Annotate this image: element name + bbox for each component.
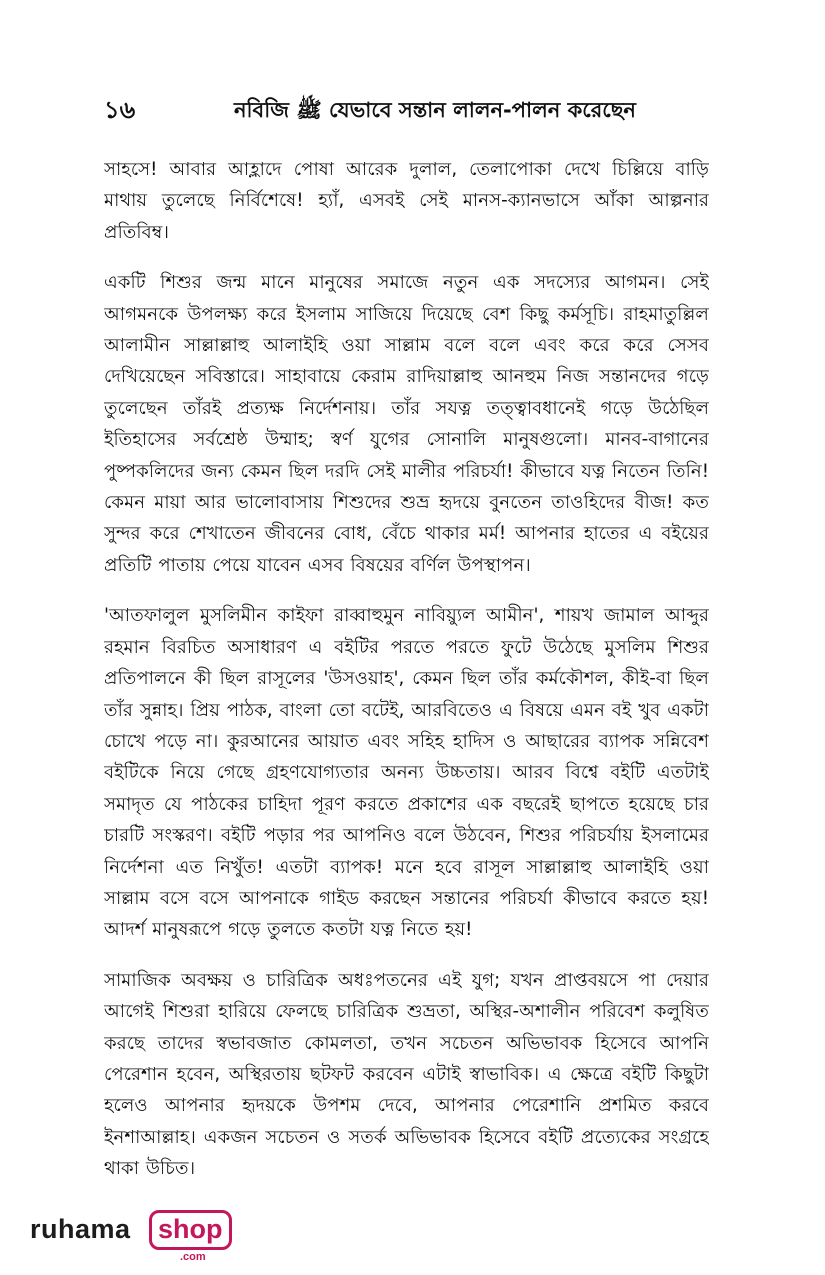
logo-text-ruhama: ruhama — [30, 1214, 131, 1244]
page-number: ১৬ — [104, 96, 136, 124]
paragraph: 'আতফালুল মুসলিমীন কাইফা রাব্বাহুমুন নাবিয়্যুল আমীন', শায়খ জামাল আব্দুর রহমান বিরচিত অসাধারণ এ বইটির পরতে পরতে ফুটে উঠেছে মুসলিম শিশুর প্রতিপালনে কী ছিল রাসূলের 'উসওয়াহ', কেমন ছিল তাঁর কর্মকৌশল, কীই-বা ছিল তাঁর সুন্নাহ। প্রিয় পাঠক, বাংলা তো বটেই, আরবিতেও এ বিষয়ে এমন বই খুব একটা চোখে পড়ে না। কুরআনের আয়াত এবং সহিহ হাদিস ও আছারের ব্যাপক সন্নিবেশ বইটিকে নিয়ে গেছে গ্রহণযোগ্যতার অনন্য উচ্চতায়। আরব বিশ্বে বইটি এতটাই সমাদৃত যে পাঠকের চাহিদা পূরণ করতে প্রকাশের এক বছরেই ছাপতে হয়েছে চার চারটি সংস্করণ। বইটি পড়ার পর আপনিও বলে উঠবেন, শিশুর পরিচর্যায় ইসলামের নির্দেশনা এত নিখুঁত! এতটা ব্যাপক! মনে হবে রাসূল সাল্লাল্লাহু আলাইহি ওয়া সাল্লাম বসে বসে আপনাকে গাইড করছেন সন্তানের পরিচর্যা কীভাবে করতে হয়! আদর্শ মানুষরূপে গড়ে তুলতে কতটা যত্ন নিতে হয়! — [104, 605, 709, 941]
paragraph: একটি শিশুর জন্ম মানে মানুষের সমাজে নতুন এক সদস্যের আগমন। সেই আগমনকে উপলক্ষ্য করে ইসলাম সাজিয়ে দিয়েছে বেশ কিছু কর্মসূচি। রাহমাতুল্লিল আলামীন সাল্লাল্লাহু আলাইহি ওয়া সাল্লাম বলে বলে এবং করে করে সেসব দেখিয়েছেন সবিস্তারে। সাহাবায়ে কেরাম রাদিয়াল্লাহু আনহুম নিজ সন্তানদের গড়ে তুলেছেন তাঁরই প্রত্যক্ষ নির্দেশনায়। তাঁর সযত্ন তত্ত্বাবধানেই গড়ে উঠেছিল ইতিহাসের সর্বশ্রেষ্ঠ উম্মাহ; স্বর্ণ যুগের সোনালি মানুষগুলো। মানব-বাগানের পুষ্পকলিদের জন্য কেমন ছিল দরদি সেই মালীর পরিচর্যা! কীভাবে যত্ন নিতেন তিনি! কেমন মায়া আর ভালোবাসায় শিশুদের শুভ্র হৃদয়ে বুনতেন তাওহিদের বীজ! কত সুন্দর করে শেখাতেন জীবনের বোধ, বেঁচে থাকার মর্ম! আপনার হাতের এ বইয়ের প্রতিটি পাতায় পেয়ে যাবেন এসব বিষয়ের বর্ণিল উপস্থাপন। — [104, 272, 709, 576]
running-title: নবিজি ﷺ যেভাবে সন্তান লালন-পালন করেছেন — [234, 98, 636, 122]
ruhamashop-logo — [30, 1208, 250, 1264]
paragraph: সামাজিক অবক্ষয় ও চারিত্রিক অধঃপতনের এই যুগ; যখন প্রাপ্তবয়সে পা দেয়ার আগেই শিশুরা হারিয়ে ফেলছে চারিত্রিক শুভ্রতা, অস্থির-অশালীন পরিবেশ কলুষিত করছে তাদের স্বভাবজাত কোমলতা, তখন সচেতন অভিভাবক হিসেবে আপনি পেরেশান হবেন, অস্থিরতায় ছটফট করবেন এটাই স্বাভাবিক। এ ক্ষেত্রে বইটি কিছুটা হলেও আপনার হৃদয়কে উপশম দেবে, আপনার পেরেশানি প্রশমিত করবে ইনশাআল্লাহ। একজন সচেতন ও সতর্ক অভিভাবক হিসেবে বইটি প্রত্যেকের সংগ্রহে থাকা উচিত। — [104, 969, 709, 1180]
body-text — [104, 154, 709, 1184]
logo-domain: .com — [180, 1251, 206, 1263]
paragraph: সাহসে! আবার আহ্লাদে পোষা আরেক দুলাল, তেলাপোকা দেখে চিল্লিয়ে বাড়ি মাথায় তুলেছে নির্বিশেষে! হ্যাঁ, এসবই সেই মানস-ক্যানভাসে আঁকা আল্পনার প্রতিবিম্ব। — [104, 159, 709, 243]
logo-text-shop: shop — [149, 1210, 232, 1250]
page-header — [104, 92, 724, 132]
